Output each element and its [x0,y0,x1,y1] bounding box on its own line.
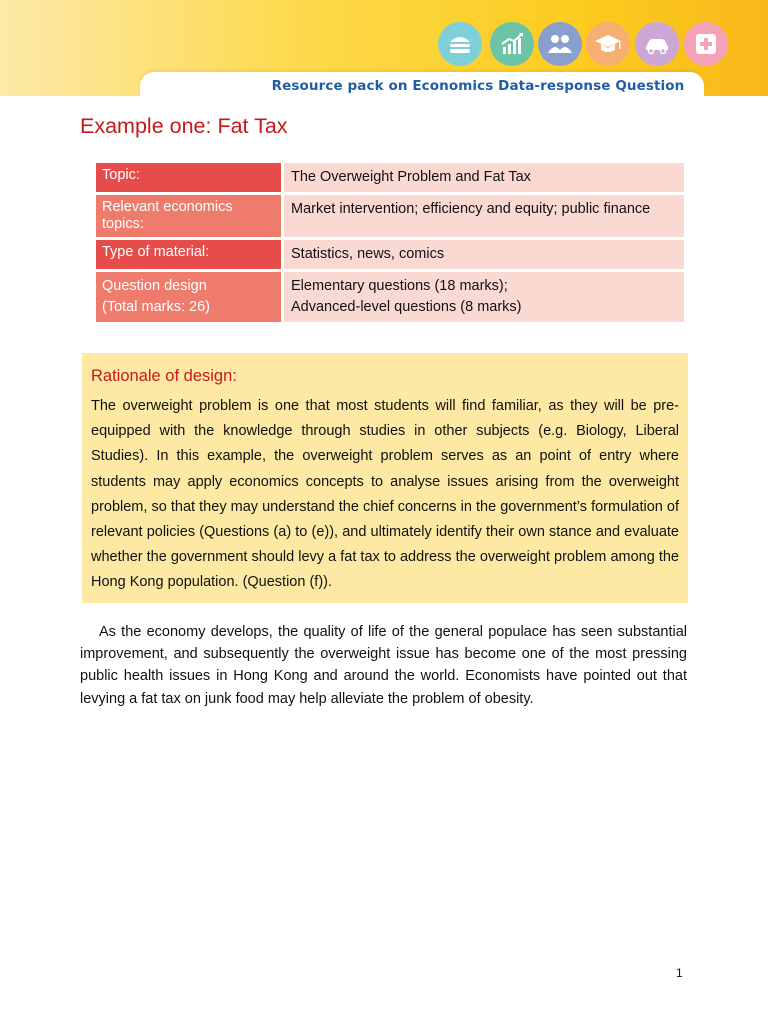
example-number: Example one: [80,114,212,138]
economics-topics-value: Market intervention; efficiency and equity; public finance [284,195,684,237]
medical-cross-icon [684,22,728,66]
question-design-value-line: Advanced-level questions (8 marks) [291,299,522,315]
question-design-label-line: Question design [102,278,207,294]
table-row [96,163,684,192]
rationale-title: Rationale of design: [91,367,237,385]
burger-icon [438,22,482,66]
question-design-label [96,272,281,322]
page-number: 1 [676,966,683,980]
question-design-value-line: Elementary questions (18 marks); [291,278,508,294]
graduation-cap-icon [586,22,630,66]
info-table [93,160,687,325]
table-row [96,240,684,269]
people-icon [538,22,582,66]
rationale-body: The overweight problem is one that most students will find familiar, as they will be pre-equipped with the knowledge through studies in other subjects (e.g. Biology, Liberal Studies). In this example, the overweight problem serves as an point of entry where students may apply economics concepts to analyse issues arising from the overweight problem, so that they may understand the chief concerns in the government’s formulation of relevant policies (Questions (a) to (e)), and ultimately identify their own stance and evaluate whether the government should levy a fat tax to address the overweight problem among the Hong Kong population. (Question (f)). [91,398,679,591]
resource-pack-title: Resource pack on Economics Data-response Question [271,78,685,94]
material-type-value: Statistics, news, comics [284,240,684,269]
header-banner [0,0,768,96]
car-icon [635,22,679,66]
growth-chart-icon [490,22,534,66]
question-design-value [284,272,684,322]
topic-label: Topic: [96,163,281,192]
intro-paragraph: As the economy develops, the quality of life of the general populace has seen substantial improvement, and subsequently the overweight issue has become one of the most pressing public health issues in Hong Kong and around the world. Economists have pointed out that levying a fat tax on junk food may help alleviate the problem of obesity. [80,624,687,707]
table-row [96,272,684,322]
example-heading [80,114,288,139]
economics-topics-label: Relevant economics topics: [96,195,281,237]
material-type-label: Type of material: [96,240,281,269]
rationale-box [82,353,688,603]
example-title: Fat Tax [217,114,288,138]
topic-value: The Overweight Problem and Fat Tax [284,163,684,192]
table-row [96,195,684,237]
question-design-label-line: (Total marks: 26) [102,299,210,315]
